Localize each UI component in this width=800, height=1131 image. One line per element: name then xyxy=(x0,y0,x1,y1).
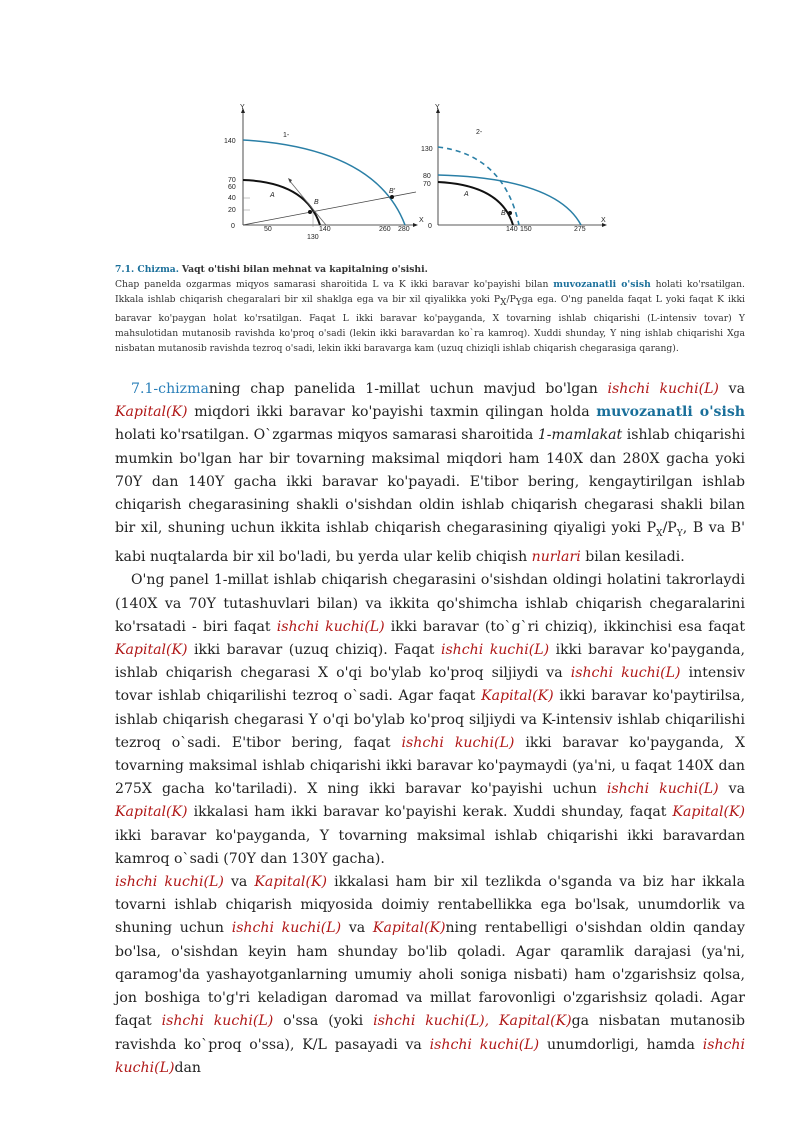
ppf-diagram xyxy=(216,100,616,240)
text-run: miqdori ikki baravar ko'payishi taxmin qilingan holda xyxy=(194,404,590,421)
text-run: O'ng panel 1-millat ishlab chiqarish chegarasini o'sishdan oldingi holatini takrorlaydi (140X va 70Y tutashuvlari bilan) va ikkita qo'shimcha ishlab chiqarish chegaralarini ko'rsatadi - biri faqat xyxy=(115,572,745,635)
term-labor: ishchi kuchi(L) xyxy=(606,781,719,798)
text-run: ikkalasi ham ikki baravar ko'payishi kerak. Xuddi shunday, faqat xyxy=(193,804,667,821)
text-run: ikki baravar ko'payganda, Y tovarning maksimal ishlab chiqarishi ikki baravardan kamroq o`sadi (70Y dan 130Y gacha). xyxy=(115,827,745,867)
term-capital: Kapital(K) xyxy=(481,688,554,705)
right-y-axis-label: Y xyxy=(435,104,440,111)
term-capital: Kapital(K) xyxy=(254,874,327,891)
left-point-b2-dot xyxy=(390,195,394,199)
paragraph-2 xyxy=(115,569,745,871)
term-labor: ishchi kuchi(L) xyxy=(401,734,515,751)
term-labor: ishchi kuchi(L) xyxy=(115,874,224,891)
term-capital: Kapital(K) xyxy=(115,642,188,659)
left-x-axis-label: X xyxy=(419,217,424,224)
term-labor: ishchi kuchi(L) xyxy=(161,1013,274,1030)
left-x-tick: 130 xyxy=(307,234,319,240)
left-old-frontier xyxy=(243,180,320,225)
term-country: 1-mamlakat xyxy=(537,427,623,444)
subscript: Y xyxy=(676,529,683,540)
right-x-tick: 140 xyxy=(506,226,518,233)
term-capital: Kapital(K) xyxy=(115,404,188,421)
text-run: va xyxy=(728,381,745,397)
term-labor: ishchi kuchi(L) xyxy=(115,1036,745,1076)
left-y-tick: 20 xyxy=(228,207,236,214)
text-run: ikki baravar (to`g`ri chiziq), ikkinchisi esa faqat xyxy=(390,618,745,635)
figure-7-1 xyxy=(216,100,616,244)
term-labor: ishchi kuchi(L) xyxy=(231,920,342,937)
subscript: X xyxy=(656,529,663,540)
term-balanced-growth: muvozanatli o'sish xyxy=(596,404,745,421)
text-run: ikki baravar (uzuq chiziq). Faqat xyxy=(194,642,435,659)
text-run: va xyxy=(230,874,248,891)
paragraph-1 xyxy=(115,378,745,569)
right-panel-label: 2- xyxy=(476,129,483,136)
text-run: dan xyxy=(174,1059,201,1076)
text-run: , B va B' kabi nuqtalarda bir xil bo'ladi, bu yerda ular kelib chiqish xyxy=(115,520,746,566)
left-y-tick: 140 xyxy=(224,138,236,145)
text-run: ikki baravar ko'payganda, X tovarning maksimal ishlab chiqarishi ikki baravar ko'paymaydi (ya'ni, u faqat 140X dan 275X gacha ko'tariladi). X ning ikki baravar ko'payishi uchun xyxy=(115,734,746,798)
right-point-b: B xyxy=(501,210,506,217)
text-run: ikki baravar ko'payganda, ishlab chiqarish chegarasi X o'qi bo'ylab ko'proq siljiydi va xyxy=(115,642,746,682)
left-point-b: B xyxy=(314,199,319,206)
figure-reference: 7.1-chizma xyxy=(131,381,209,397)
caption-sub: X xyxy=(500,297,507,308)
term-capital: Kapital(K) xyxy=(372,920,446,937)
term-labor-capital: ishchi kuchi(L), Kapital(K) xyxy=(373,1013,572,1030)
text-run: holati ko'rsatilgan. O`zgarmas miqyos samarasi sharoitida xyxy=(115,427,534,444)
left-y-axis-label: Y xyxy=(240,104,245,111)
term-labor: ishchi kuchi(L) xyxy=(607,381,719,397)
caption-text: ga ega. O'ng panelda faqat L yoki faqat K ikki baravar ko'paygan holat ko'rsatilgan. Faqat L ikki baravar ko'payganda, X tovarning ishlab chiqarishi (L-intensiv tovar) Y mahsulotidan mutanosib ravishda ko'proq o'sadi (lekin ikki baravardan ko`ra kamroq). Xuddi shunday, Y ning ishlab chiqarishi Xga nisbatan mutanosib ravishda tezroq o'sadi, lekin ikki baravarga kam (uzuq chiziqli ishlab chiqarish chegarasiga qarang). xyxy=(115,294,745,354)
paragraph-3 xyxy=(115,871,745,1080)
right-origin: 0 xyxy=(428,223,432,230)
term-labor: ishchi kuchi(L) xyxy=(570,665,681,682)
term-labor: ishchi kuchi(L) xyxy=(429,1036,540,1053)
right-y-tick: 70 xyxy=(423,181,431,188)
text-run: va xyxy=(348,920,366,937)
right-point-b-dot xyxy=(508,211,512,215)
term-labor: ishchi kuchi(L) xyxy=(276,618,385,635)
right-x-tick: 150 xyxy=(520,226,532,233)
text-run: ishlab chiqarishi mumkin bo'lgan har bir tovarning maksimal miqdori ham 140X dan 280X gacha yoki 70Y dan 140Y gacha ikki baravar ko'payadi. E'tibor bering, kengaytirilgan ishlab chiqarish chegarasining shakli o'sishdan oldin ishlab chiqarish chegarasi shakli bilan bir xil, shuning uchun ikkita ishlab chiqarish chegarasining qiyaligi yoki P xyxy=(115,427,745,537)
caption-highlight: muvozanatli o'sish xyxy=(553,279,651,290)
figure-caption xyxy=(115,262,745,356)
caption-text: Chap panelda ozgarmas miqyos samarasi sharoitida L va K ikki baravar ko'payishi bilan xyxy=(115,279,549,290)
term-labor: ishchi kuchi(L) xyxy=(440,642,550,659)
term-capital: Kapital(K) xyxy=(115,804,188,821)
text-run: ikki baravar ko'paytirilsa, ishlab chiqarish chegarasi Y o'qi bo'ylab ko'proq siljiydi va K-intensiv ishlab chiqarilishi tezroq o`sadi. E'tibor bering, faqat xyxy=(115,688,745,751)
text-run: ning rentabelligi o'sishdan oldin qanday bo'lsa, o'sishdan keyin ham shunday bo'lib qoladi. Agar qaramlik darajasi (ya'ni, qaramog'da yashayotganlarning umumiy aholi soniga nisbati) ham o'zgarishsiz qolsa, jon boshiga to'g'ri keladigan daromad va millat farovonligi o'zgarishsiz qoladi. Agar faqat xyxy=(115,920,745,1030)
left-panel xyxy=(224,104,424,240)
caption-sub: Y xyxy=(515,297,522,308)
text-run: ning chap panelida 1-millat uchun mavjud bo'lgan xyxy=(208,381,598,397)
text-run: va xyxy=(728,781,746,798)
right-point-a: A xyxy=(464,191,469,198)
left-y-tick: 40 xyxy=(228,195,236,202)
left-point-b2: B' xyxy=(389,188,396,195)
text-run: o'ssa (yoki xyxy=(283,1013,364,1030)
left-tangent xyxy=(289,180,326,225)
right-x-tick: 275 xyxy=(574,226,586,233)
text-run: intensiv tovar ishlab chiqarilishi tezroq o`sadi. Agar faqat xyxy=(115,665,745,705)
right-old-frontier xyxy=(438,182,513,225)
text-run: ikkalasi ham bir xil tezlikda o'sganda va biz har ikkala tovarni ishlab chiqarish miqyosida doimiy rentabellikka ega bo'lsak, unumdorlik va shuning uchun xyxy=(115,874,745,937)
caption-number: 7.1. Chizma. xyxy=(115,264,179,275)
right-panel xyxy=(421,104,607,233)
left-origin: 0 xyxy=(231,223,235,230)
caption-text: holati ko'rsatilgan. Ikkala ishlab chiqarish chegaralari bir xil shaklga ega va bir xil qiyalikka yoki P xyxy=(115,279,745,305)
left-panel-label: 1- xyxy=(283,132,290,139)
left-y-tick: 60 xyxy=(228,184,236,191)
text-run: unumdorligi, hamda xyxy=(546,1036,695,1053)
left-y-tick: 70 xyxy=(228,177,236,184)
term-rays: nurlari xyxy=(531,549,581,566)
text-run: ga nisbatan mutanosib ravishda ko`proq o'ssa), K/L pasayadi va xyxy=(115,1013,745,1053)
left-x-tick: 50 xyxy=(264,226,272,233)
right-y-tick: 130 xyxy=(421,146,433,153)
left-tangent-arrow xyxy=(288,178,292,183)
text-run: /P xyxy=(662,520,677,537)
right-x-axis-label: X xyxy=(601,217,606,224)
text-run: bilan kesiladi. xyxy=(585,549,685,566)
left-x-tick: 280 xyxy=(398,226,410,233)
right-y-tick: 80 xyxy=(423,173,431,180)
left-x-tick: 260 xyxy=(379,226,391,233)
left-x-arrow xyxy=(413,223,418,227)
left-point-a: A xyxy=(270,192,275,199)
left-point-b-dot xyxy=(308,210,312,214)
caption-text: /P xyxy=(506,294,516,305)
caption-title: Vaqt o'tishi bilan mehnat va kapitalning o'sishi. xyxy=(181,264,428,275)
term-capital: Kapital(K) xyxy=(672,804,745,821)
left-x-tick: 140 xyxy=(319,226,331,233)
main-text xyxy=(115,378,745,1080)
